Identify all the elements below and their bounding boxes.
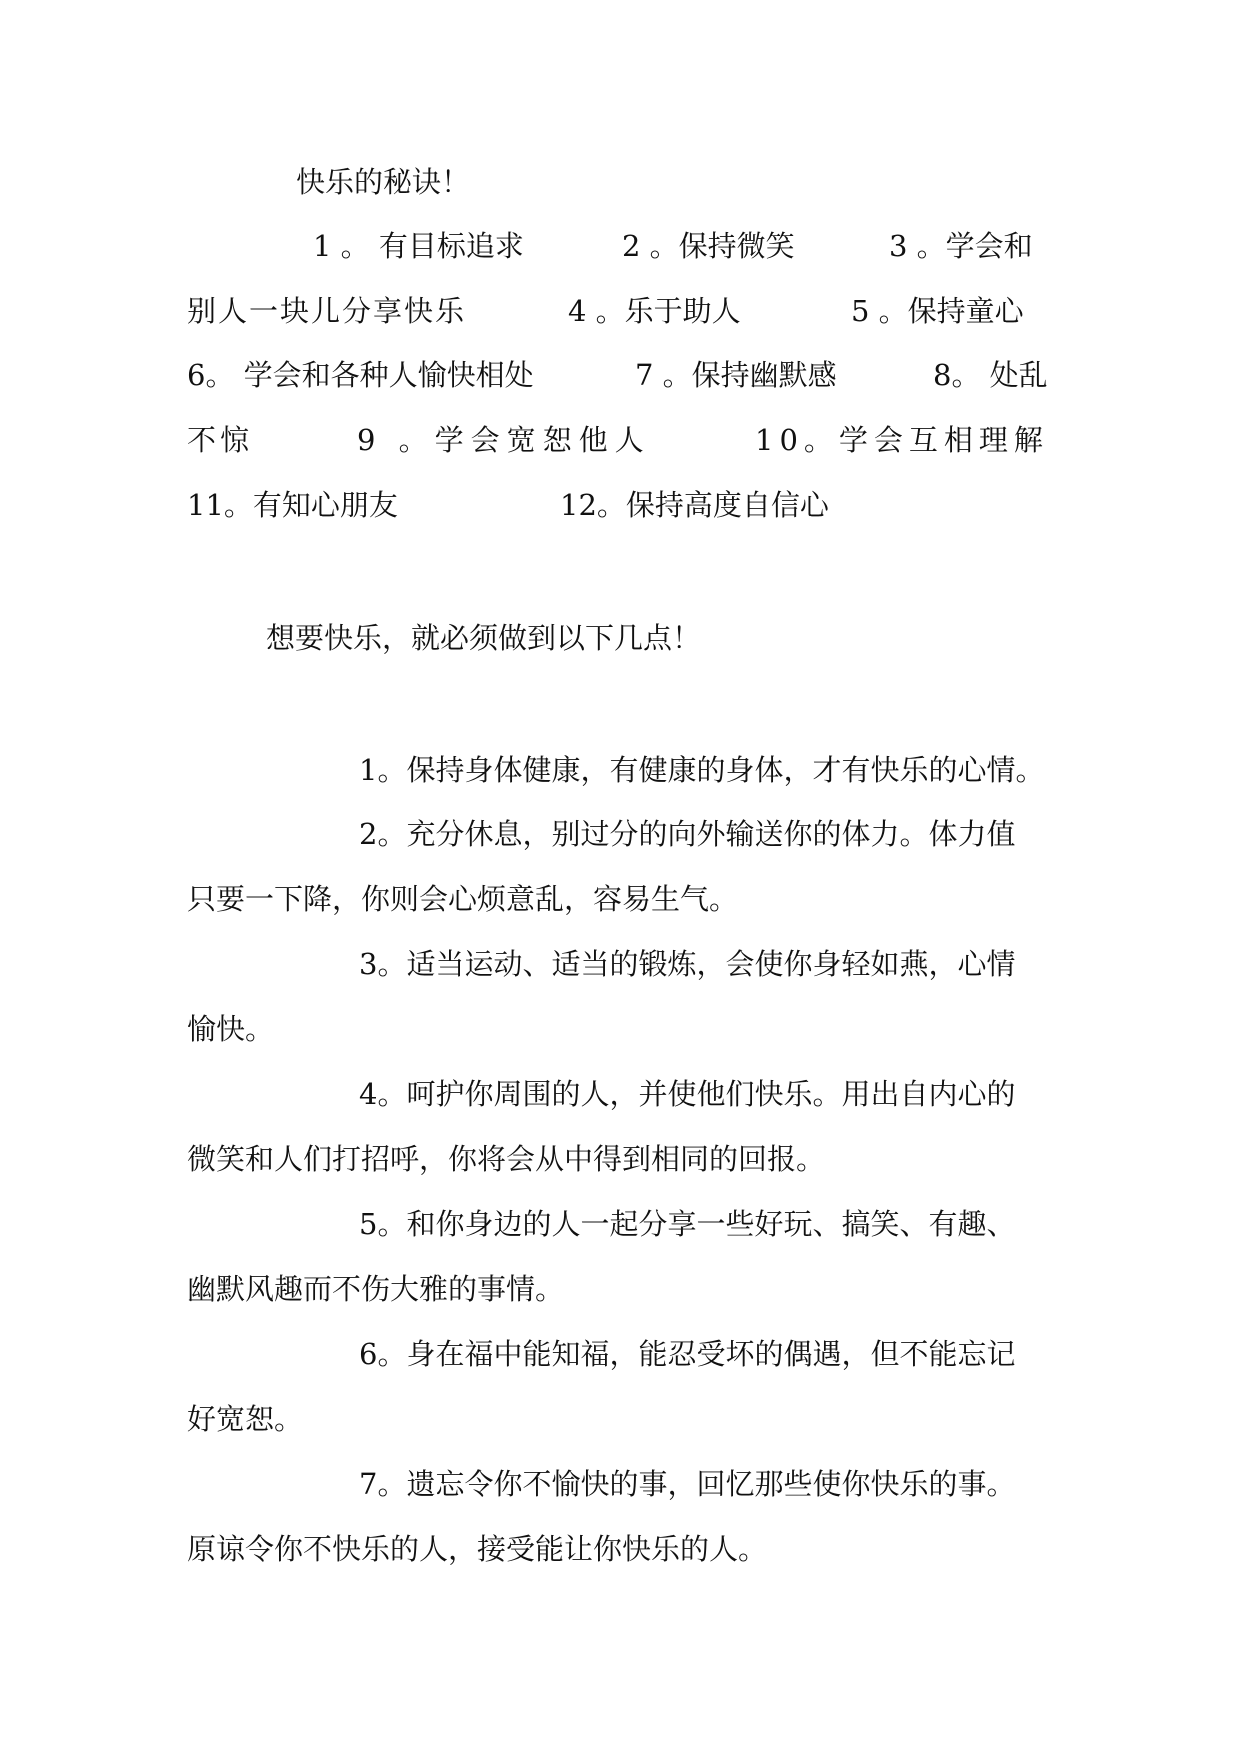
tip-line: 2。充分休息，别过分的向外输送你的体力。体力值 (359, 817, 1016, 851)
tip-line: 7。遗忘令你不愉快的事，回忆那些使你快乐的事。 (359, 1467, 1016, 1501)
section-heading-secrets: 快乐的秘诀！ (296, 165, 471, 199)
tip-line: 幽默风趣而不伤大雅的事情。 (187, 1271, 565, 1306)
tip-line: 好宽恕。 (187, 1401, 304, 1436)
secret-item: 12。保持高度自信心 (560, 488, 829, 522)
tip-paragraph-2 (187, 802, 1067, 931)
tip-line: 6。身在福中能知福，能忍受坏的偶遇，但不能忘记 (359, 1337, 1016, 1371)
secret-item: 10。学会互相理解 (755, 423, 1049, 457)
tip-line: 3。适当运动、适当的锻炼，会使你身轻如燕，心情 (359, 947, 1016, 981)
section-heading-tips: 想要快乐，就必须做到以下几点！ (266, 621, 702, 655)
tip-line: 4。呵护你周围的人，并使他们快乐。用出自内心的 (359, 1077, 1016, 1111)
tip-line: 5。和你身边的人一起分享一些好玩、搞笑、有趣、 (359, 1207, 1016, 1241)
secret-item: 6。 学会和各种人愉快相处 (187, 358, 534, 392)
secret-item: 8。 处乱 (933, 358, 1048, 392)
tip-line: 1。保持身体健康，有健康的身体，才有快乐的心情。 (359, 753, 1045, 787)
secret-item: 别人一块儿分享快乐 (187, 294, 467, 328)
tip-paragraph-3 (187, 932, 1067, 1061)
tip-line: 只要一下降，你则会心烦意乱，容易生气。 (187, 881, 739, 916)
tip-paragraph-7 (187, 1452, 1067, 1581)
tip-line: 原谅令你不快乐的人，接受能让你快乐的人。 (187, 1531, 768, 1566)
secret-item: 5 。保持童心 (851, 294, 1024, 328)
tip-line: 微笑和人们打招呼，你将会从中得到相同的回报。 (187, 1141, 826, 1176)
secret-item: 不惊 (187, 423, 254, 457)
secret-item: 2 。保持微笑 (622, 229, 795, 263)
secret-item: 9 。学会宽恕他人 (357, 423, 651, 457)
secret-item: 3 。学会和 (889, 229, 1033, 263)
tip-paragraph-6 (187, 1322, 1067, 1451)
secret-item: 11。有知心朋友 (187, 488, 398, 522)
tip-paragraph-5 (187, 1192, 1067, 1321)
tip-paragraph-4 (187, 1062, 1067, 1191)
secret-item: 7 。保持幽默感 (635, 358, 837, 392)
secret-item: 1 。 有目标追求 (313, 229, 524, 263)
secret-item: 4 。乐于助人 (568, 294, 741, 328)
tip-paragraph-1 (187, 738, 1067, 803)
tip-line: 愉快。 (187, 1011, 275, 1046)
